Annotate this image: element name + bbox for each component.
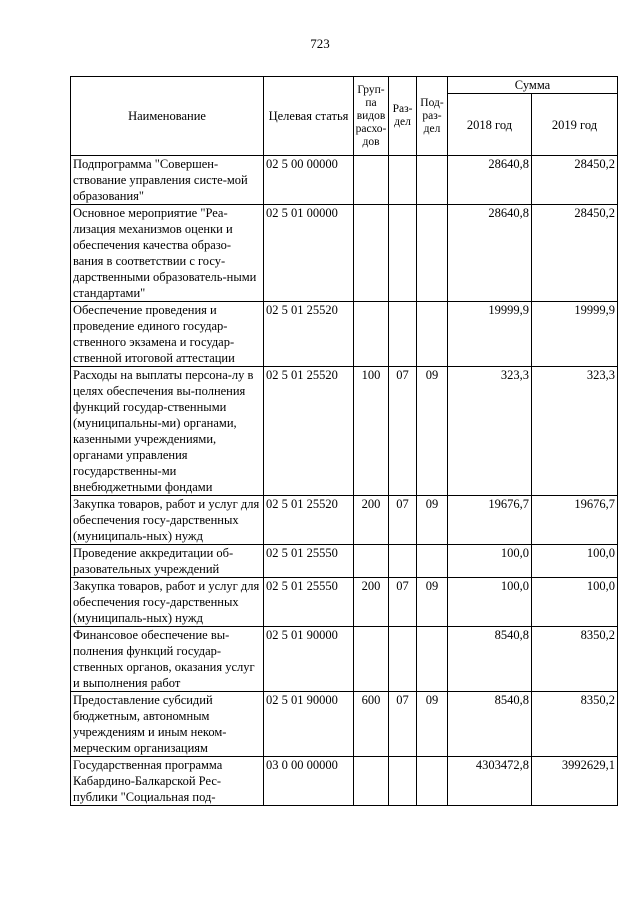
row-sum-2018: 4303472,8 xyxy=(448,757,532,806)
row-subsection xyxy=(417,757,448,806)
row-section xyxy=(389,205,417,302)
page-number: 723 xyxy=(310,36,330,51)
table-row xyxy=(71,545,618,578)
row-sum-2018: 100,0 xyxy=(448,578,532,627)
budget-table xyxy=(70,76,618,806)
row-subsection xyxy=(417,302,448,367)
row-name: Расходы на выплаты персона-лу в целях обеспечения вы-полнения функций государ-ственными (муниципальны-ми) органами, казенными учреждениями, органами управления государственны-ми внебюджетными фондами xyxy=(71,367,264,496)
row-expense-group xyxy=(354,627,389,692)
row-section xyxy=(389,302,417,367)
header-expense-group: Груп-па видов расхо-дов xyxy=(354,77,389,156)
table-row xyxy=(71,692,618,757)
table-row xyxy=(71,627,618,692)
row-sum-2019: 100,0 xyxy=(532,578,618,627)
row-target-code: 02 5 01 90000 xyxy=(264,627,354,692)
row-name: Предоставление субсидий бюджетным, автономным учреждениям и иным неком-мерческим организациям xyxy=(71,692,264,757)
row-expense-group xyxy=(354,205,389,302)
row-target-code: 02 5 01 25520 xyxy=(264,496,354,545)
row-name: Подпрограмма "Совершен-ствование управления систе-мой образования" xyxy=(71,156,264,205)
row-target-code: 03 0 00 00000 xyxy=(264,757,354,806)
header-section: Раз-дел xyxy=(389,77,417,156)
row-sum-2019: 19999,9 xyxy=(532,302,618,367)
table-row xyxy=(71,156,618,205)
row-subsection: 09 xyxy=(417,496,448,545)
row-section: 07 xyxy=(389,496,417,545)
row-sum-2019: 8350,2 xyxy=(532,627,618,692)
row-name: Закупка товаров, работ и услуг для обеспечения госу-дарственных (муниципаль-ных) нужд xyxy=(71,496,264,545)
row-name: Проведение аккредитации об-разовательных учреждений xyxy=(71,545,264,578)
row-expense-group: 600 xyxy=(354,692,389,757)
table-row xyxy=(71,757,618,806)
row-expense-group: 200 xyxy=(354,578,389,627)
row-expense-group xyxy=(354,545,389,578)
row-section: 07 xyxy=(389,578,417,627)
row-expense-group: 200 xyxy=(354,496,389,545)
row-sum-2019: 28450,2 xyxy=(532,156,618,205)
header-subsection: Под-раз-дел xyxy=(417,77,448,156)
row-target-code: 02 5 01 25550 xyxy=(264,578,354,627)
row-sum-2019: 28450,2 xyxy=(532,205,618,302)
row-sum-2018: 28640,8 xyxy=(448,205,532,302)
row-subsection: 09 xyxy=(417,692,448,757)
row-sum-2018: 19676,7 xyxy=(448,496,532,545)
row-expense-group: 100 xyxy=(354,367,389,496)
header-name: Наименование xyxy=(71,77,264,156)
row-subsection xyxy=(417,627,448,692)
row-name: Закупка товаров, работ и услуг для обеспечения госу-дарственных (муниципаль-ных) нужд xyxy=(71,578,264,627)
row-sum-2018: 8540,8 xyxy=(448,627,532,692)
table-row xyxy=(71,367,618,496)
row-expense-group xyxy=(354,757,389,806)
row-name: Финансовое обеспечение вы-полнения функций государ-ственных органов, оказания услуг и выполнения работ xyxy=(71,627,264,692)
row-target-code: 02 5 01 25520 xyxy=(264,302,354,367)
row-sum-2018: 19999,9 xyxy=(448,302,532,367)
row-subsection xyxy=(417,545,448,578)
row-sum-2019: 8350,2 xyxy=(532,692,618,757)
row-sum-2018: 8540,8 xyxy=(448,692,532,757)
table-row xyxy=(71,302,618,367)
row-section xyxy=(389,757,417,806)
row-sum-2019: 100,0 xyxy=(532,545,618,578)
row-target-code: 02 5 01 00000 xyxy=(264,205,354,302)
row-sum-2019: 19676,7 xyxy=(532,496,618,545)
header-target-article: Целевая статья xyxy=(264,77,354,156)
row-expense-group xyxy=(354,302,389,367)
row-subsection: 09 xyxy=(417,367,448,496)
row-target-code: 02 5 00 00000 xyxy=(264,156,354,205)
row-subsection xyxy=(417,156,448,205)
table-row xyxy=(71,496,618,545)
row-name: Государственная программа Кабардино-Балкарской Рес-публики "Социальная под- xyxy=(71,757,264,806)
row-sum-2019: 3992629,1 xyxy=(532,757,618,806)
header-year-2019: 2019 год xyxy=(532,94,618,156)
row-target-code: 02 5 01 25550 xyxy=(264,545,354,578)
row-expense-group xyxy=(354,156,389,205)
row-section xyxy=(389,627,417,692)
header-sum: Сумма xyxy=(448,77,618,94)
table-row xyxy=(71,205,618,302)
row-sum-2018: 28640,8 xyxy=(448,156,532,205)
row-sum-2019: 323,3 xyxy=(532,367,618,496)
row-name: Обеспечение проведения и проведение единого государ-ственного экзамена и государ-ственной итоговой аттестации xyxy=(71,302,264,367)
row-target-code: 02 5 01 90000 xyxy=(264,692,354,757)
row-subsection: 09 xyxy=(417,578,448,627)
row-section: 07 xyxy=(389,692,417,757)
row-sum-2018: 323,3 xyxy=(448,367,532,496)
row-target-code: 02 5 01 25520 xyxy=(264,367,354,496)
header-year-2018: 2018 год xyxy=(448,94,532,156)
row-section: 07 xyxy=(389,367,417,496)
row-name: Основное мероприятие "Реа-лизация механизмов оценки и обеспечения качества образо-вания в соответствии с госу-дарственными образователь-ными стандартами" xyxy=(71,205,264,302)
row-section xyxy=(389,156,417,205)
row-section xyxy=(389,545,417,578)
row-subsection xyxy=(417,205,448,302)
table-row xyxy=(71,578,618,627)
row-sum-2018: 100,0 xyxy=(448,545,532,578)
